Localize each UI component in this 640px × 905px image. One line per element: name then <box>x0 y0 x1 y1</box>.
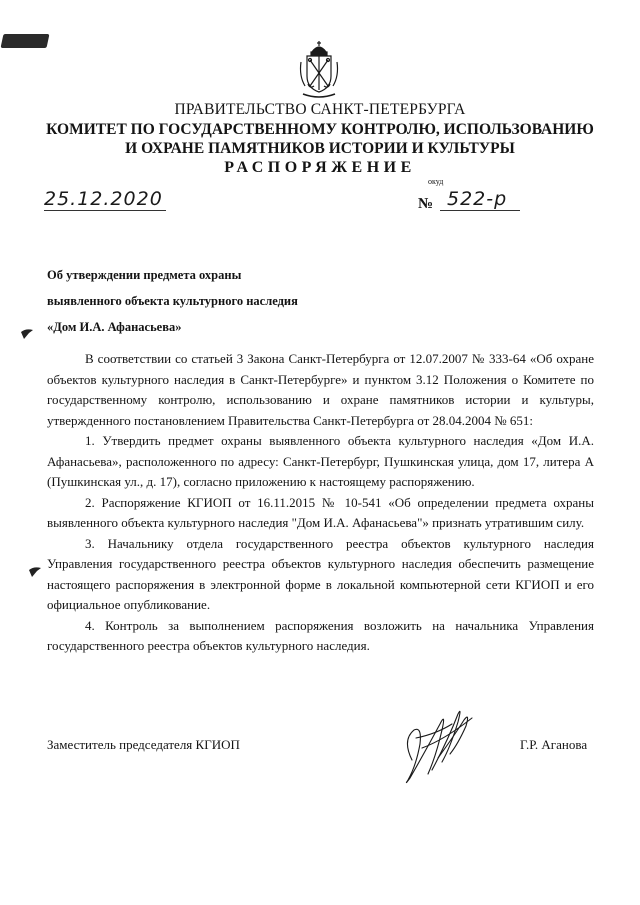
number-underline <box>440 210 520 211</box>
document-body <box>47 349 594 657</box>
subject-line: выявленного объекта культурного наследия <box>47 294 298 308</box>
signatory-position: Заместитель председателя КГИОП <box>47 737 240 752</box>
okud-label: окуд <box>428 177 444 186</box>
preamble-paragraph: В соответствии со статьей 3 Закона Санкт-Петербурга от 12.07.2007 № 333-64 «Об охране объектов культурного наследия в Санкт-Петербурге» и пунктом 3.12 Положения о Комитете по государственному контролю, использованию и охране памятников истории и культуры, утвержденного постановлением Правительства Санкт-Петербурга от 28.04.2004 № 651: <box>47 351 594 428</box>
st-petersburg-coat-of-arms-icon <box>297 40 341 100</box>
committee-title-line: И ОХРАНЕ ПАМЯТНИКОВ ИСТОРИИ И КУЛЬТУРЫ <box>125 140 515 157</box>
document-date: 25.12.2020 <box>44 188 163 210</box>
committee-title-line: КОМИТЕТ ПО ГОСУДАРСТВЕННОМУ КОНТРОЛЮ, ИСПОЛЬЗОВАНИЮ <box>46 121 594 138</box>
order-item-4: 4. Контроль за выполнением распоряжения возложить на начальника Управления государственного реестра объектов культурного наследия. <box>47 617 594 653</box>
signatory-name: Г.Р. Аганова <box>520 737 588 752</box>
document-subject <box>47 262 347 340</box>
government-title: ПРАВИТЕЛЬСТВО САНКТ-ПЕТЕРБУРГА <box>174 101 466 118</box>
order-item-2: 2. Распоряжение КГИОП от 16.11.2015 № 10-541 «Об определении предмета охраны выявленного объекта культурного наследия "Дом И.А. Афанасьева"» признать утратившим силу. <box>47 494 594 530</box>
document-number: 522-р <box>447 188 508 210</box>
subject-line: Об утверждении предмета охраны <box>47 268 242 282</box>
order-item-1: 1. Утвердить предмет охраны выявленного объекта культурного наследия «Дом И.А. Афанасьева», расположенного по адресу: Санкт-Петербург, Пушкинская улица, дом 17, литера А (Пушкинская ул., д. 17), согласно приложению к настоящему распоряжению. <box>47 433 594 489</box>
date-underline <box>44 210 166 211</box>
scan-artifact <box>1 34 50 48</box>
handwritten-signature-icon <box>392 700 484 792</box>
number-sign: № <box>418 196 434 212</box>
subject-line: «Дом И.А. Афанасьева» <box>47 320 182 334</box>
margin-mark-icon <box>28 566 42 578</box>
order-item-3: 3. Начальнику отдела государственного реестра объектов культурного наследия Управления государственного реестра объектов культурного наследия обеспечить размещение настоящего распоряжения в электронной форме в локальной компьютерной сети КГИОП и его официальное опубликование. <box>47 535 594 612</box>
committee-title <box>0 120 640 158</box>
document-type-title: РАСПОРЯЖЕНИЕ <box>224 159 416 176</box>
margin-mark-icon <box>20 328 34 340</box>
